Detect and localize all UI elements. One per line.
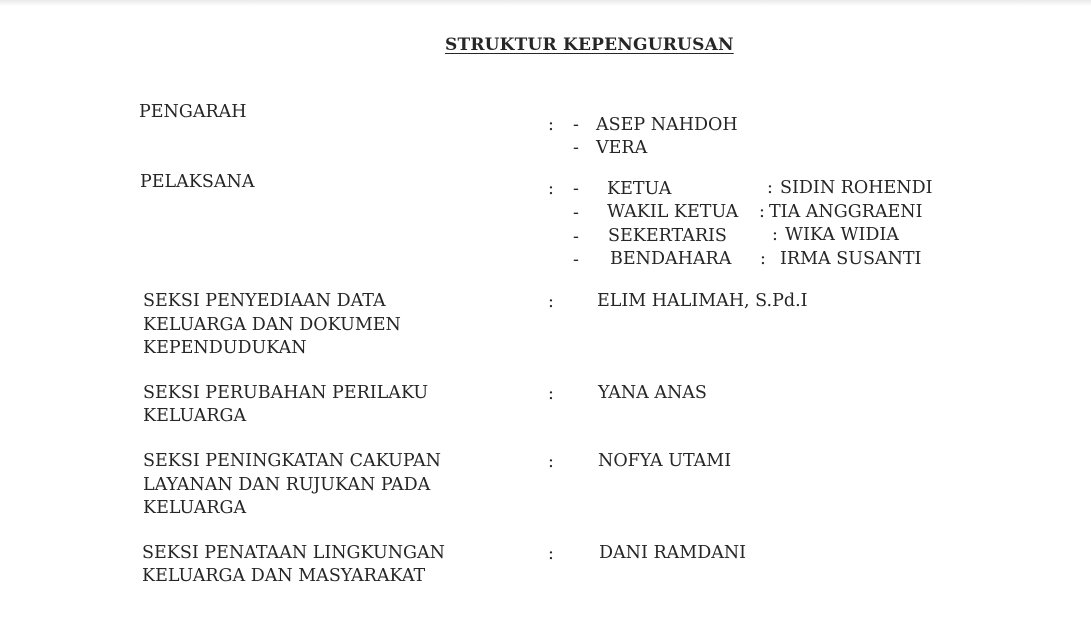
pelaksana-label: PELAKSANA — [140, 172, 255, 192]
pelaksana-dash-4: - — [573, 250, 579, 270]
seksi-data-label-line-2: KELUARGA DAN DOKUMEN — [143, 315, 401, 335]
pelaksana-sep-sekertaris: : — [772, 225, 778, 245]
pelaksana-sep-wakil: : — [759, 202, 765, 222]
pelaksana-sep-ketua: : — [767, 178, 773, 198]
pelaksana-dash-1: - — [573, 179, 579, 199]
seksi-layanan-label-line-2: LAYANAN DAN RUJUKAN PADA — [143, 475, 431, 495]
pengarah-colon: : — [548, 115, 554, 135]
pelaksana-name-wakil: TIA ANGGRAENI — [769, 202, 923, 222]
pelaksana-sep-bendahara: : — [760, 249, 766, 269]
pengarah-dash-2: - — [573, 138, 579, 158]
pengarah-label: PENGARAH — [139, 102, 247, 122]
pelaksana-dash-3: - — [573, 227, 579, 247]
pengarah-member-2: VERA — [596, 138, 648, 158]
seksi-data-colon: : — [548, 292, 554, 312]
seksi-lingkungan-label-line-2: KELUARGA DAN MASYARAKAT — [142, 566, 426, 586]
pelaksana-name-ketua: SIDIN ROHENDI — [780, 178, 933, 198]
page-title: STRUKTUR KEPENGURUSAN — [445, 35, 734, 55]
pelaksana-role-wakil: WAKIL KETUA — [607, 202, 739, 222]
page-top-edge — [0, 0, 1091, 6]
pengarah-member-1: ASEP NAHDOH — [596, 115, 738, 135]
seksi-data-value: ELIM HALIMAH, S.Pd.I — [597, 291, 808, 311]
seksi-data-label-line-3: KEPENDUDUKAN — [143, 338, 307, 358]
seksi-lingkungan-colon: : — [548, 544, 554, 564]
pelaksana-role-bendahara: BENDAHARA — [610, 249, 732, 269]
seksi-layanan-value: NOFYA UTAMI — [598, 451, 732, 471]
seksi-perilaku-label-line-1: SEKSI PERUBAHAN PERILAKU — [143, 383, 429, 403]
seksi-layanan-label-line-1: SEKSI PENINGKATAN CAKUPAN — [143, 451, 441, 471]
seksi-perilaku-label-line-2: KELUARGA — [143, 406, 247, 426]
seksi-perilaku-value: YANA ANAS — [598, 383, 707, 403]
pelaksana-role-sekertaris: SEKERTARIS — [608, 226, 727, 246]
pelaksana-role-ketua: KETUA — [607, 179, 672, 199]
pelaksana-name-bendahara: IRMA SUSANTI — [780, 249, 922, 269]
pelaksana-dash-2: - — [573, 203, 579, 223]
seksi-data-label-line-1: SEKSI PENYEDIAAN DATA — [143, 291, 386, 311]
pelaksana-name-sekertaris: WIKA WIDIA — [785, 225, 899, 245]
seksi-lingkungan-label-line-1: SEKSI PENATAAN LINGKUNGAN — [142, 543, 445, 563]
seksi-perilaku-colon: : — [548, 384, 554, 404]
pengarah-dash-1: - — [573, 115, 579, 135]
seksi-lingkungan-value: DANI RAMDANI — [599, 543, 747, 563]
seksi-layanan-label-line-3: KELUARGA — [143, 498, 247, 518]
seksi-layanan-colon: : — [548, 452, 554, 472]
pelaksana-colon: : — [548, 179, 554, 199]
